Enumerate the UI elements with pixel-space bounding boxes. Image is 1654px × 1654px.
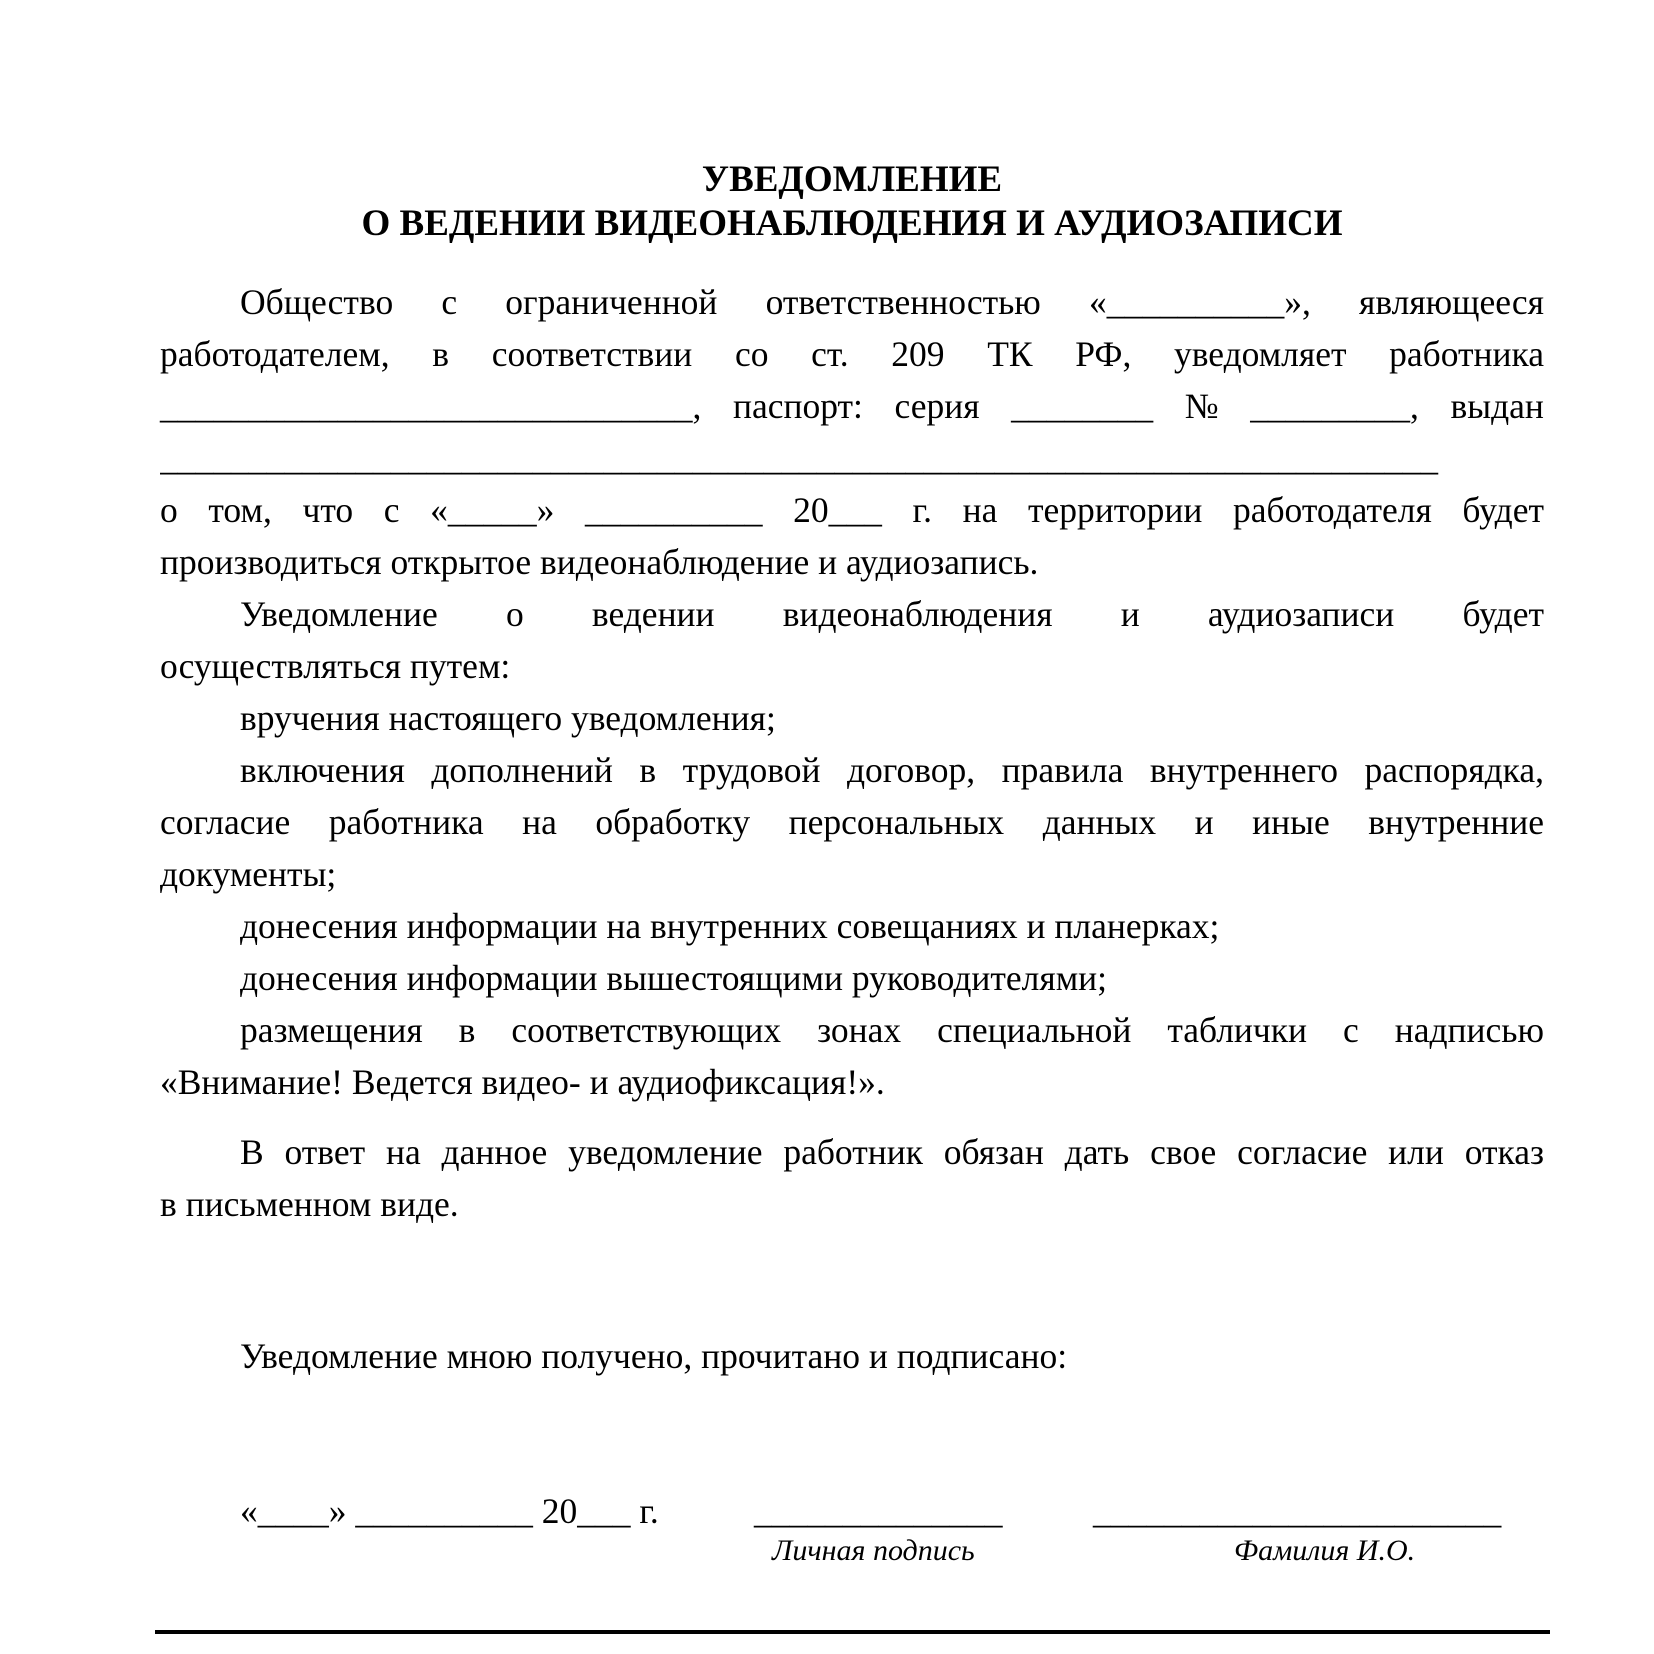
signature-caption: Личная подпись (772, 1534, 975, 1567)
methods-line-2: осуществляться путем: (160, 646, 511, 686)
passport-issuer-blank: ________________________________________________________________________ (160, 438, 1438, 478)
signature-date: «____» __________ 20___ г. (240, 1491, 659, 1531)
method-item-5-line-2: «Внимание! Ведется видео- и аудиофиксация!». (160, 1062, 885, 1102)
signature-line: ______________ (754, 1491, 1003, 1531)
method-item-5-line-1: размещения в соответствующих зонах специальной таблички с надписью (240, 1010, 1544, 1050)
intro-line-2: работодателем, в соответствии со ст. 209 ТК РФ, уведомляет работника (160, 334, 1544, 374)
title-line-2: О ВЕДЕНИИ ВИДЕОНАБЛЮДЕНИЯ И АУДИОЗАПИСИ (361, 203, 1343, 244)
document-title (160, 158, 1544, 246)
intro-line-3 (160, 380, 1544, 432)
answer-paragraph (160, 1126, 1544, 1230)
method-item-2-line-1: включения дополнений в трудовой договор, правила внутреннего распорядка, (240, 750, 1544, 790)
method-item-1: вручения настоящего уведомления; (240, 698, 776, 738)
intro-word: № (1184, 386, 1219, 426)
methods-paragraph (160, 588, 1544, 1108)
method-item-2-line-2: согласие работника на обработку персональных данных и иные внутренние (160, 802, 1544, 842)
intro-paragraph (160, 276, 1544, 588)
passport-number-blank: _________, (1250, 386, 1419, 426)
answer-line-1: В ответ на данное уведомление работник обязан дать свое согласие или отказ (240, 1132, 1544, 1172)
received-text: Уведомление мною получено, прочитано и подписано: (240, 1336, 1068, 1376)
received-statement (160, 1330, 1544, 1382)
passport-series-blank: ________ (1011, 386, 1154, 426)
employee-name-blank: ______________________________, (160, 386, 702, 426)
intro-word: ограниченной (505, 282, 718, 322)
intro-word: ответственностью (765, 282, 1041, 322)
bottom-divider (155, 1630, 1550, 1634)
intro-word: выдан (1450, 386, 1544, 426)
method-item-2-line-3: документы; (160, 854, 337, 894)
intro-word: являющееся (1358, 282, 1544, 322)
methods-line-1: Уведомление о ведении видеонаблюдения и аудиозаписи будет (240, 594, 1544, 634)
intro-word: с (441, 282, 458, 322)
title-line-1: УВЕДОМЛЕНИЕ (701, 159, 1003, 200)
intro-word: серия (894, 386, 980, 426)
intro-word: Общество (240, 282, 394, 322)
intro-word: паспорт: (732, 386, 863, 426)
answer-line-2: в письменном виде. (160, 1184, 459, 1224)
company-name-blank: «__________», (1088, 282, 1311, 322)
method-item-4: донесения информации вышестоящими руководителями; (240, 958, 1108, 998)
intro-line-5: о том, что с «_____» __________ 20___ г. на территории работодателя будет (160, 490, 1544, 530)
intro-line-6: производиться открытое видеонаблюдение и аудиозапись. (160, 542, 1039, 582)
method-item-3: донесения информации на внутренних совещаниях и планерках; (240, 906, 1220, 946)
intro-line-1 (160, 276, 1544, 328)
full-name-caption: Фамилия И.О. (1234, 1534, 1416, 1567)
full-name-line: _______________________ (1093, 1491, 1502, 1531)
